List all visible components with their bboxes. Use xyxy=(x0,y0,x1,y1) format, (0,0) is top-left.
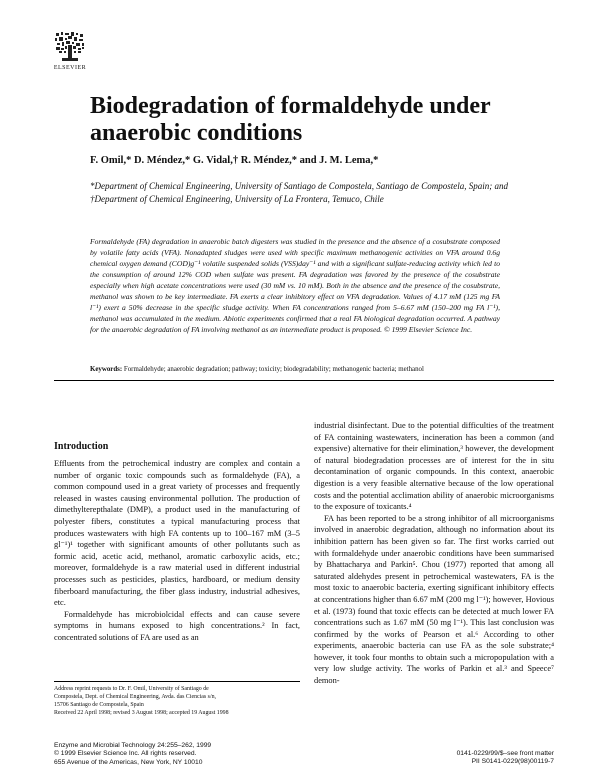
copyright-line: © 1999 Elsevier Science Inc. All rights reserved. xyxy=(54,750,197,758)
pii-line: PII S0141-0229(98)00119-7 xyxy=(471,758,554,766)
journal-citation: Enzyme and Microbial Technology 24:255–262, 1999 xyxy=(54,742,212,749)
body-paragraph: industrial disinfectant. Due to the potential difficulties of the treatment of FA containing wastewaters, incineration has been a common (and expensive) alternative for their elimination,³ however, the development of natural biodegradation processes are of interest for the in situ decontamination of organic compounds. In this context, anaerobic digestion is a very feasible alternative because of the low operational costs and the potential acclimation ability of anaerobic microorganisms to the exposure of toxicants.⁴ xyxy=(314,421,554,512)
left-column xyxy=(54,458,300,644)
body-paragraph: FA has been reported to be a strong inhibitor of all microorganisms involved in anaerobic degradation, although no information about its inhibition pattern has been given so far. The first works carried out with formaldehyde under anaerobic conditions have been summarised by Bhattacharya and Parkin⁵. Chou (1977) reported that among all saturated aldehydes present in petrochemical wastewaters, FA is the most toxic to anaerobic bacteria, exerting significant inhibitory effects at concentrations higher than 6.67 mM (200 mg l⁻¹); however, Hovious et al. (1973) found that toxic effects can be detected at much lower FA concentrations such as 1.67 mM (50 mg l⁻¹). This last conclusion was confirmed by the works of Pearson et al.⁶ According to other experiments, anaerobic bacteria can use FA as the sole substrate;⁴ however, it took four months to obtain such a micropopulation with a very low sludge activity. The works of Parkin et al.³ and Speece⁷ demon- xyxy=(314,513,554,686)
keywords-line xyxy=(90,366,520,373)
footnote-line: Address reprint requests to Dr. F. Omil, University of Santiago de xyxy=(54,686,209,692)
elsevier-tree-logo-icon xyxy=(52,30,88,64)
keywords-list: Formaldehyde; anaerobic degradation; pathway; toxicity; biodegradability; methanogenic bacteria; methanol xyxy=(123,366,424,373)
publisher-address: 655 Avenue of the Americas, New York, NY 10010 xyxy=(54,758,203,766)
author-list: F. Omil,* D. Méndez,* G. Vidal,† R. Méndez,* and J. M. Lema,* xyxy=(90,155,379,166)
body-paragraph: Effluents from the petrochemical industry are complex and contain a number of organic toxic compounds such as formaldehyde (FA), a common compound used in a great variety of processes and frequently released in wastes causing environmental pollution. The production of dimethylterepthalate (DMP), a product used in the manufacturing of polyester fibers, constitutes a typical manufacturing process that produces wastewaters with high FA contents up to 100–167 mM (3–5 gl⁻¹)¹ together with significant amounts of other pollutants such as formic acid, acetic acid, methanol, aromatic carboxylic acids, etc.; moreover, formaldehyde is a raw material used in different industrial processes such as pesticides, plastics, hardboard, or medium density fiberboard manufacturing, the fiber glass industry, industrial adhesives, etc. xyxy=(54,459,300,608)
footnote-divider xyxy=(54,681,300,682)
footnote-line: 15706 Santiago de Compostela, Spain xyxy=(54,702,144,708)
footnote-line: Received 22 April 1998; revised 3 August 1998; accepted 19 August 1998 xyxy=(54,710,229,716)
abstract: Formaldehyde (FA) degradation in anaerobic batch digesters was studied in the presence and the absence of a cosubstrate composed by volatile fatty acids (VFA). Nonadapted sludges were used with specific maximum methanogenic activities on VFA around 0.6g chemical oxygen demand (COD)g⁻¹ volatile suspended solids (VSS)day⁻¹ and with a significant sulfate-reducing activity which led to the consumption of around 12% COD when sulfate was present. FA degradation was favored by the presence of the cosubstrate especially when high acetate concentrations were used (30 mM vs. 10 mM). Both in the absence and the presence of the cosubstrate, methanol was shown to be key intermediate. FA exerts a clear inhibitory effect on VFA degradation. Values of 4.17 mM (125 mg FA l⁻¹) exert a 50% decrease in the specific sludge activity. When FA concentrations ranged from 5–6.67 mM (150–200 mg FA l⁻¹), methanol was accumulated in the medium. Abiotic experiments confirmed that a real FA biological degradation occurred. A pathway for the anaerobic degradation of FA involving methanol as an intermediate product is proposed. © 1999 Elsevier Science Inc. xyxy=(90,237,500,334)
issn-footer xyxy=(370,750,554,767)
body-paragraph: Formaldehyde has microbiolcidal effects and can cause severe symptoms in humans exposed to high concentrations.² In fact, concentrated solutions of FA are used as an xyxy=(54,609,300,642)
correspondence-footnote xyxy=(54,685,300,717)
affiliations: *Department of Chemical Engineering, University of Santiago de Compostela, Santiago de Compostela, Spain; and †Department of Chemical Engineering, University of La Frontera, Temuco, Chile xyxy=(90,181,508,204)
footnote-line: Compostela, Dept. of Chemical Engineering, Avda. das Ciencias s/n, xyxy=(54,694,217,700)
right-column xyxy=(314,420,554,687)
keywords-label: Keywords: xyxy=(90,366,123,373)
publisher-name: ELSEVIER xyxy=(53,65,87,71)
section-heading-introduction: Introduction xyxy=(54,441,109,452)
issn-line: 0141-0229/99/$–see front matter xyxy=(456,750,554,757)
publisher-logo xyxy=(52,30,88,71)
article-title: Biodegradation of formaldehyde under anaerobic conditions xyxy=(90,93,491,146)
journal-footer xyxy=(54,742,314,767)
header-divider xyxy=(54,380,554,381)
